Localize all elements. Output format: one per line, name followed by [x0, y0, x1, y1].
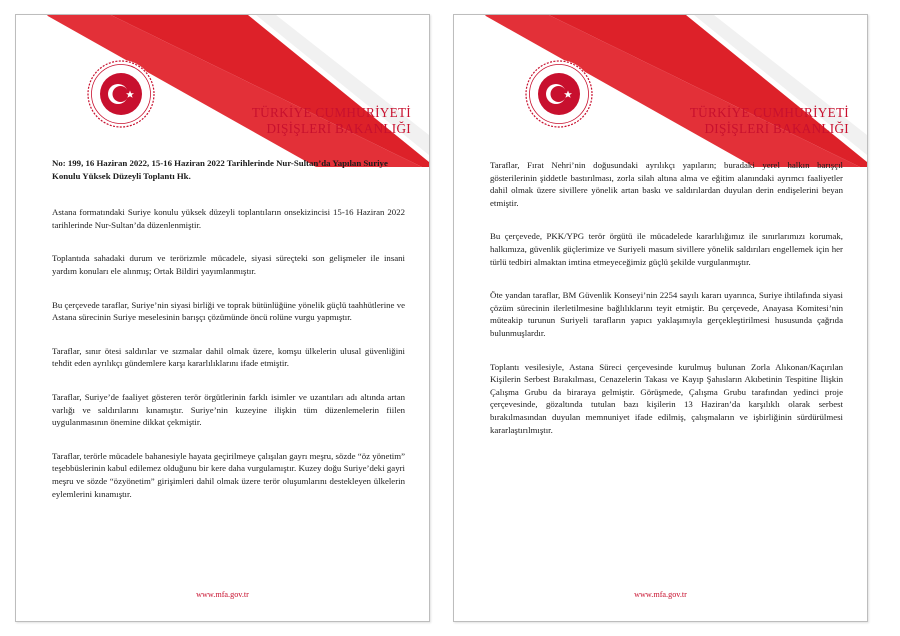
paragraph: Taraflar, terörle mücadele bahanesiyle hayata geçirilmeye çalışılan gayrı meşru, sözde “öz yönetim” teşebbüslerinin kabul edilemez olduğunu bir kere daha vurgulamıştır. Kuzey doğu Suriye’deki gayri meşru ve sözde “özyönetim” girişimleri dahil olmak üzere terör oluşumlarını destekleyen ülkelerin eylemlerini kınamıştır.: [52, 450, 405, 499]
page-2-body: [490, 159, 843, 457]
document-page-2: [453, 14, 868, 622]
document-page-1: [15, 14, 430, 622]
paragraph: Bu çerçevede taraflar, Suriye’nin siyasi birliği ve toprak bütünlüğüne yönelik güçlü taahhütlerine ve Astana sürecinin Suriye meselesinin barışçı çözümünde öncü rolüne vurgu yapmıştır.: [52, 299, 405, 323]
footer-url[interactable]: www.mfa.gov.tr: [196, 590, 249, 599]
ministry-seal-icon: [524, 59, 594, 129]
paragraph: Taraflar, sınır ötesi saldırılar ve sızmalar dahil olmak üzere, komşu ülkelerin ulusal güvenliğini tehdit eden ayrılıkçı gündemlere karşı kararlılıklarını ifade etmiştir.: [52, 345, 405, 369]
ministry-name-line2: DIŞİŞLERİ BAKANLIĞI: [704, 121, 849, 136]
paragraph: Bu çerçevede, PKK/YPG terör örgütü ile mücadelede kararlılığımız ile sınırlarımızı korumak, halkımıza, güvenlik güçlerimize ve Suriyeli masum sivillere yönelik saldırıları engellemek için her türlü tedbiri almaktan imtina etmeyeceğimiz güçlü şekilde vurgulanmıştır.: [490, 231, 843, 267]
ministry-seal-icon: [86, 59, 156, 129]
paragraph: Taraflar, Suriye’de faaliyet gösteren terör örgütlerinin farklı isimler ve uzantıları adı altında artan varlığı ve saldırılarını kınamıştır. Suriye’nin kuzeyine ilişkin tüm düzenlemelerin fiilen uygulanmasının önemine dikkat çekmiştir.: [52, 391, 405, 428]
paragraph: Astana formatındaki Suriye konulu yüksek düzeyli toplantıların onsekizincisi 15-16 Haziran 2022 tarihlerinde Nur-Sultan’da düzenlenmiştir.: [52, 207, 405, 230]
ministry-name-line1: TÜRKİYE CUMHURİYETİ: [251, 105, 411, 120]
paragraph: Taraflar, Fırat Nehri’nin doğusundaki ayrılıkçı yapıların; buradaki yerel halkın barışçıl gösterilerinin şiddetle bastırılması, zorla silah altına alma ve eğitim alanındaki ayrımcı faaliyetler dahil olmak üzere sivillere yönelik artan baskı ve saldırılardan duyulan derin endişelerini beyan etmiştir.: [490, 160, 843, 208]
footer-url[interactable]: www.mfa.gov.tr: [634, 590, 687, 599]
paragraph: Toplantı vesilesiyle, Astana Süreci çerçevesinde kurulmuş bulunan Zorla Alıkonan/Kaçırılan Kişilerin Serbest Bırakılması, Cenazelerin Takası ve Kayıp Şahısların Akıbetinin Tespitine İlişkin Çalışma Grubu da biraraya gelmiştir. Görüşmede, Çalışma Grubu tarafından yedinci proje çerçevesinde, gözaltında tutulan bazı kişilerin 13 Haziran’da karşılıklı olarak serbest bırakılmasından duyulan memnuniyet ifade edilmiş, çalışmaların ve işbirliğinin sürdürülmesi kararlaştırılmıştır.: [490, 361, 843, 435]
ministry-header: [252, 105, 411, 137]
paragraph: Toplantıda sahadaki durum ve terörizmle mücadele, siyasi süreçteki son gelişmeler ile insani yardım konuları ele alınmış; Ortak Bildiri yayımlanmıştır.: [52, 253, 405, 276]
ministry-name-line1: TÜRKİYE CUMHURİYETİ: [689, 105, 849, 120]
ministry-name-line2: DIŞİŞLERİ BAKANLIĞI: [266, 121, 411, 136]
press-release-title: No: 199, 16 Haziran 2022, 15-16 Haziran 2022 Tarihlerinde Nur-Sultan’da Yapılan Suriye Konulu Yüksek Düzeyli Toplantı Hk.: [52, 158, 388, 181]
ministry-header: [690, 105, 849, 137]
paragraph: Öte yandan taraflar, BM Güvenlik Konseyi’nin 2254 sayılı kararı uyarınca, Suriye ihtilafında siyasi çözüm sürecinin ilerletilmesine bağlılıklarını teyit etmiştir. Bu çerçevede, Anayasa Komitesi’nin müteakip turunun Suriyeli tarafların yapıcı yaklaşımıyla gerçekleştirilmesi hususunda çağrıda bulunmuşlardır.: [490, 290, 843, 338]
page-1-body: [52, 157, 405, 521]
